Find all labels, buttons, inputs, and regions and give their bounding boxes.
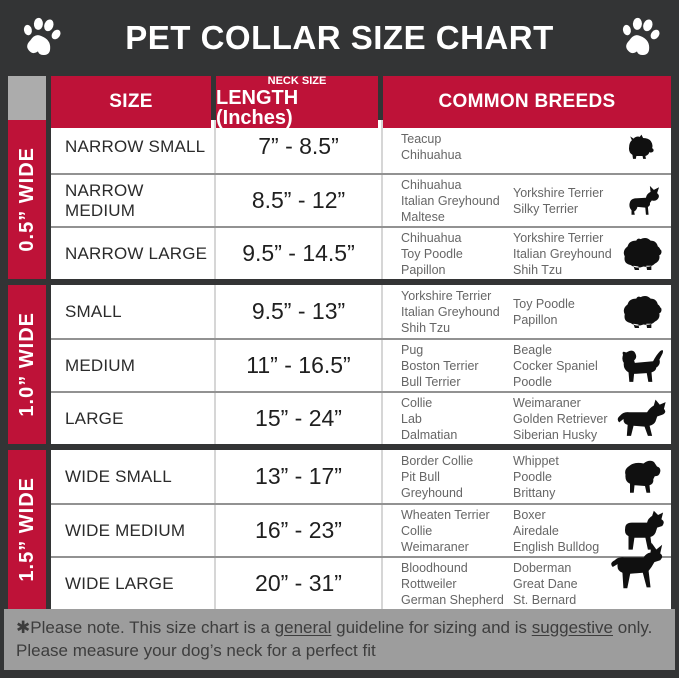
size-label: NARROW MEDIUM bbox=[51, 175, 216, 226]
beagle-icon bbox=[616, 347, 668, 385]
pit-bull-icon bbox=[618, 457, 666, 497]
header-size: SIZE bbox=[51, 76, 211, 128]
breeds-cell: Yorkshire Terrier Italian Greyhound Shih Tzu Toy Poodle Papillon bbox=[383, 285, 671, 338]
table-row-narrow-medium bbox=[51, 173, 671, 226]
paw-icon bbox=[16, 14, 64, 62]
length-range: 8.5” - 12” bbox=[216, 175, 383, 226]
pomeranian-icon bbox=[619, 293, 665, 330]
underlined-word-suggestive: suggestive bbox=[531, 618, 614, 637]
footer-note bbox=[4, 609, 675, 670]
breeds-cell: Collie Lab Dalmatian Weimaraner Golden Retriever Siberian Husky bbox=[383, 393, 671, 444]
pomeranian-icon bbox=[619, 235, 665, 272]
table-row-small bbox=[51, 285, 671, 338]
breeds-cell: Bloodhound Rottweiler German Shepherd Doberman Great Dane St. Bernard bbox=[383, 558, 671, 609]
header-length-label: LENGTH (Inches) bbox=[216, 87, 299, 129]
size-chart-table bbox=[8, 76, 671, 609]
chihuahua-icon bbox=[621, 184, 663, 218]
length-range: 16” - 23” bbox=[216, 505, 383, 556]
width-group-0-5 bbox=[8, 120, 671, 279]
size-label: WIDE MEDIUM bbox=[51, 505, 216, 556]
german-shepherd-icon bbox=[615, 398, 669, 440]
doberman-icon bbox=[605, 531, 667, 601]
size-label: NARROW SMALL bbox=[51, 120, 216, 173]
breeds-cell: Chihuahua Toy Poodle Papillon Yorkshire Terrier Italian Greyhound Shih Tzu bbox=[383, 228, 671, 279]
length-range: 9.5” - 14.5” bbox=[216, 228, 383, 279]
width-group-1-5 bbox=[8, 450, 671, 609]
width-label-0-5: 0.5” WIDE bbox=[8, 120, 51, 279]
length-range: 13” - 17” bbox=[216, 450, 383, 503]
size-label: SMALL bbox=[51, 285, 216, 338]
table-row-wide-large bbox=[51, 556, 671, 609]
breeds-cell: Border Collie Pit Bull Greyhound Whippet Poodle Brittany bbox=[383, 450, 671, 503]
title-bar bbox=[0, 0, 679, 76]
width-label-1-0: 1.0” WIDE bbox=[8, 285, 51, 444]
table-row-wide-small bbox=[51, 450, 671, 503]
table-header-row bbox=[8, 75, 671, 129]
table-row-narrow-large bbox=[51, 226, 671, 279]
breeds-cell: Wheaten Terrier Collie Weimaraner Boxer Airedale English Bulldog bbox=[383, 505, 671, 556]
yorkshire-terrier-icon bbox=[624, 133, 660, 161]
table-row-medium bbox=[51, 338, 671, 391]
length-range: 20” - 31” bbox=[216, 558, 383, 609]
breeds-cell: Teacup Chihuahua bbox=[383, 120, 671, 173]
paw-icon bbox=[615, 14, 663, 62]
length-range: 15” - 24” bbox=[216, 393, 383, 444]
size-label: LARGE bbox=[51, 393, 216, 444]
underlined-word-general: general bbox=[274, 618, 332, 637]
breeds-cell: Pug Boston Terrier Bull Terrier Beagle Cocker Spaniel Poodle bbox=[383, 340, 671, 391]
length-range: 11” - 16.5” bbox=[216, 340, 383, 391]
size-label: WIDE LARGE bbox=[51, 558, 216, 609]
length-range: 9.5” - 13” bbox=[216, 285, 383, 338]
size-label: WIDE SMALL bbox=[51, 450, 216, 503]
table-row-large bbox=[51, 391, 671, 444]
page-title: PET COLLAR SIZE CHART bbox=[125, 19, 554, 56]
header-common-breeds: COMMON BREEDS bbox=[383, 76, 671, 128]
breeds-cell: Chihuahua Italian Greyhound Maltese Yorkshire Terrier Silky Terrier bbox=[383, 175, 671, 226]
table-row-narrow-small bbox=[51, 120, 671, 173]
size-label: MEDIUM bbox=[51, 340, 216, 391]
table-row-wide-medium bbox=[51, 503, 671, 556]
footer-note-line-1: ✱Please note. This size chart is a general guideline for sizing and is suggestive only. bbox=[16, 618, 653, 637]
length-range: 7” - 8.5” bbox=[216, 120, 383, 173]
size-label: NARROW LARGE bbox=[51, 228, 216, 279]
width-label-1-5: 1.5” WIDE bbox=[8, 450, 51, 609]
footer-note-line-2: Please measure your dog’s neck for a perfect fit bbox=[16, 641, 376, 660]
header-neck-size-label: NECK SIZE bbox=[267, 75, 327, 87]
width-group-1-0 bbox=[8, 285, 671, 444]
